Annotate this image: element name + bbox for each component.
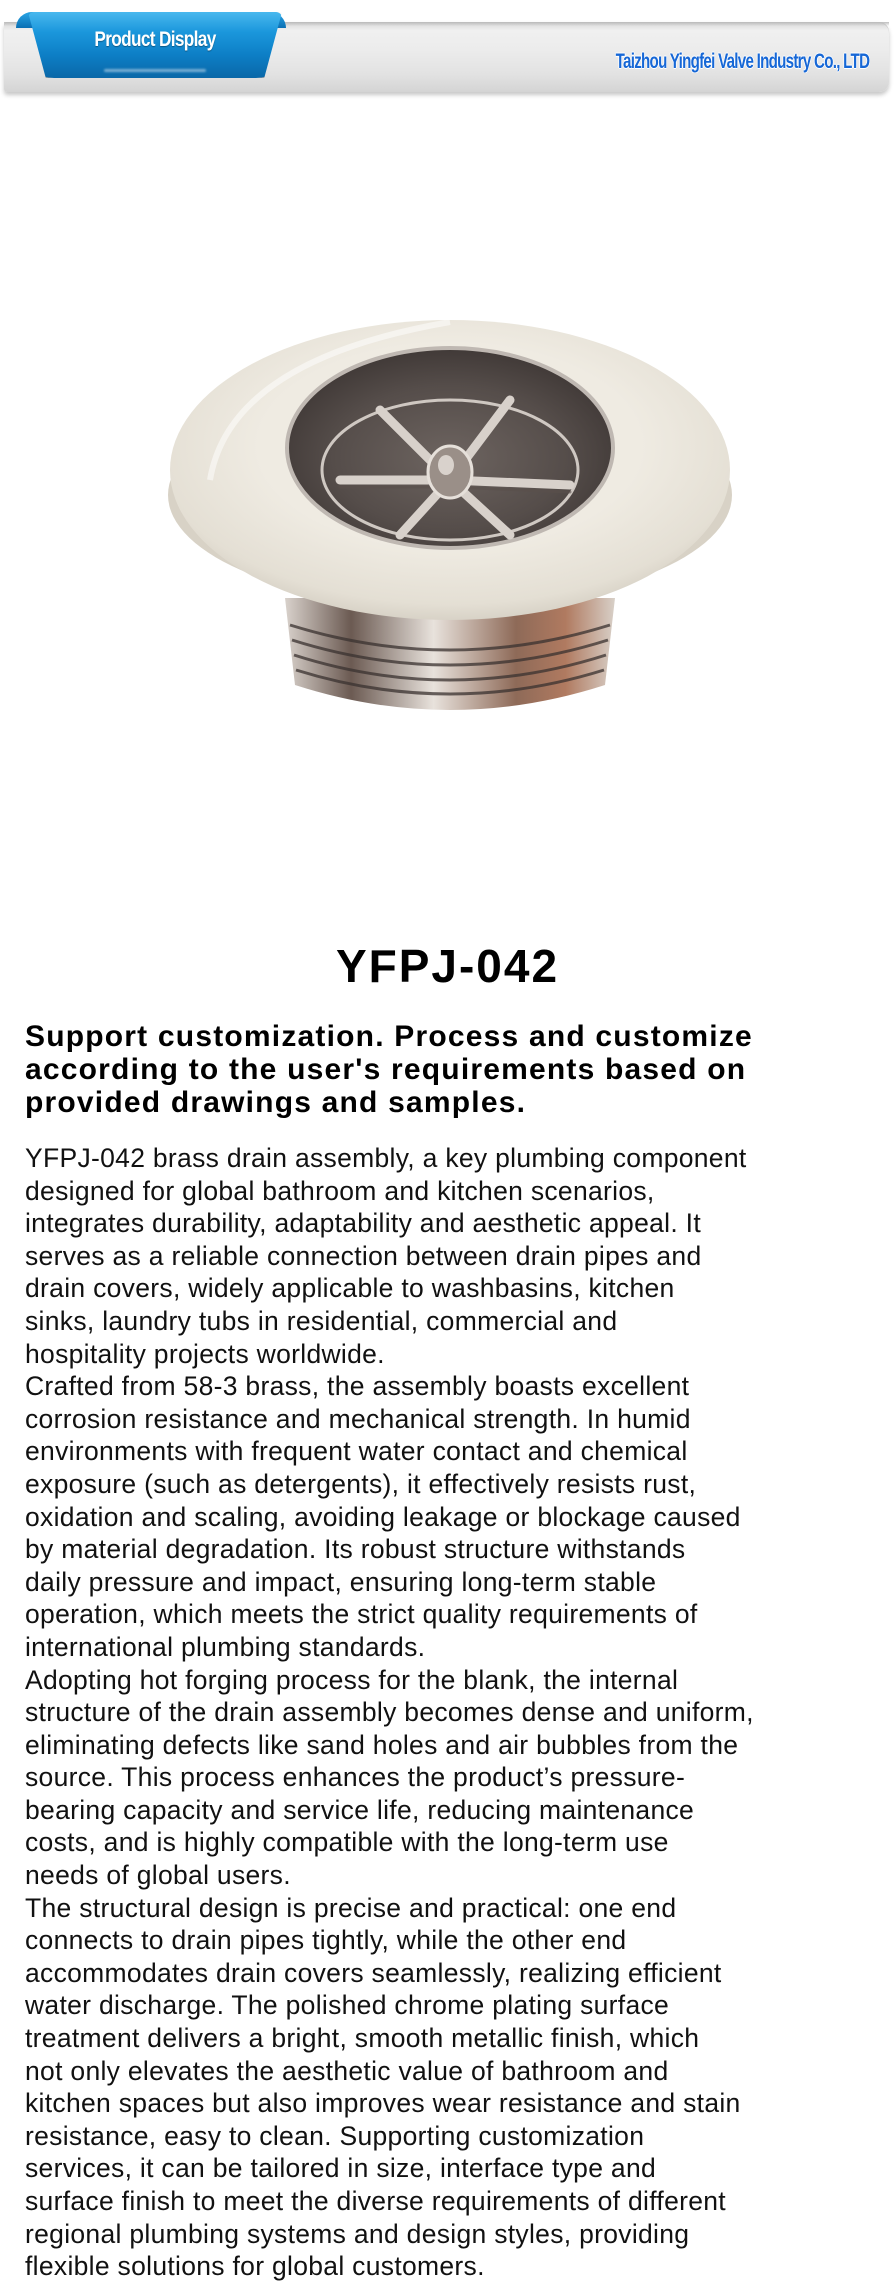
description-paragraph-forging: Adopting hot forging process for the blank, the internal structure of the drain assembly becomes dense and uniform, eliminating defects like sand holes and air bubbles from the source. This process enhances the product’s pressure- bearing capacity and service life, reducing maintenance costs, and is highly compatible with the long-term use needs of global users. [25, 1664, 754, 1891]
drain-assembly-illustration [150, 280, 750, 740]
product-image [150, 280, 750, 740]
model-title: YFPJ-042 [335, 939, 560, 992]
company-name: Taizhou Yingfei Valve Industry Co., LTD [615, 50, 869, 73]
description-paragraph-overview: YFPJ-042 brass drain assembly, a key plumbing component designed for global bathroom and kitchen scenarios, integrates durability, adaptability and aesthetic appeal. It serves as a reliable connection between drain pipes and drain covers, widely applicable to washbasins, kitchen sinks, laundry tubs in residential, commercial and hospitality projects worldwide. [25, 1143, 747, 1369]
description-paragraph-design: The structural design is precise and practical: one end connects to drain pipes tightly, while the other end accommodates drain covers seamlessly, realizing efficient water discharge. The polished chrome plating surface treatment delivers a bright, smooth metallic finish, which not only elevates the aesthetic value of bathroom and kitchen spaces but also improves wear resistance and stain resistance, easy to clean. Supporting customization services, it can be tailored in size, interface type and surface finish to meet the diverse requirements of different regional plumbing systems and design styles, providing flexible solutions for global customers. [25, 1892, 741, 2282]
product-display-banner [0, 0, 895, 100]
description-paragraph-material: Crafted from 58-3 brass, the assembly boasts excellent corrosion resistance and mechanical strength. In humid environments with frequent water contact and chemical exposure (such as detergents), it effectively resists rust, oxidation and scaling, avoiding leakage or blockage caused by material degradation. Its robust structure withstands daily pressure and impact, ensuring long-term stable operation, which meets the strict quality requirements of international plumbing standards. [25, 1371, 741, 1662]
customization-subheading: Support customization. Process and customize according to the user's requirements based on provided drawings and samples. [25, 1019, 753, 1119]
product-description [25, 1142, 885, 2283]
section-tab-label: Product Display [94, 28, 216, 51]
